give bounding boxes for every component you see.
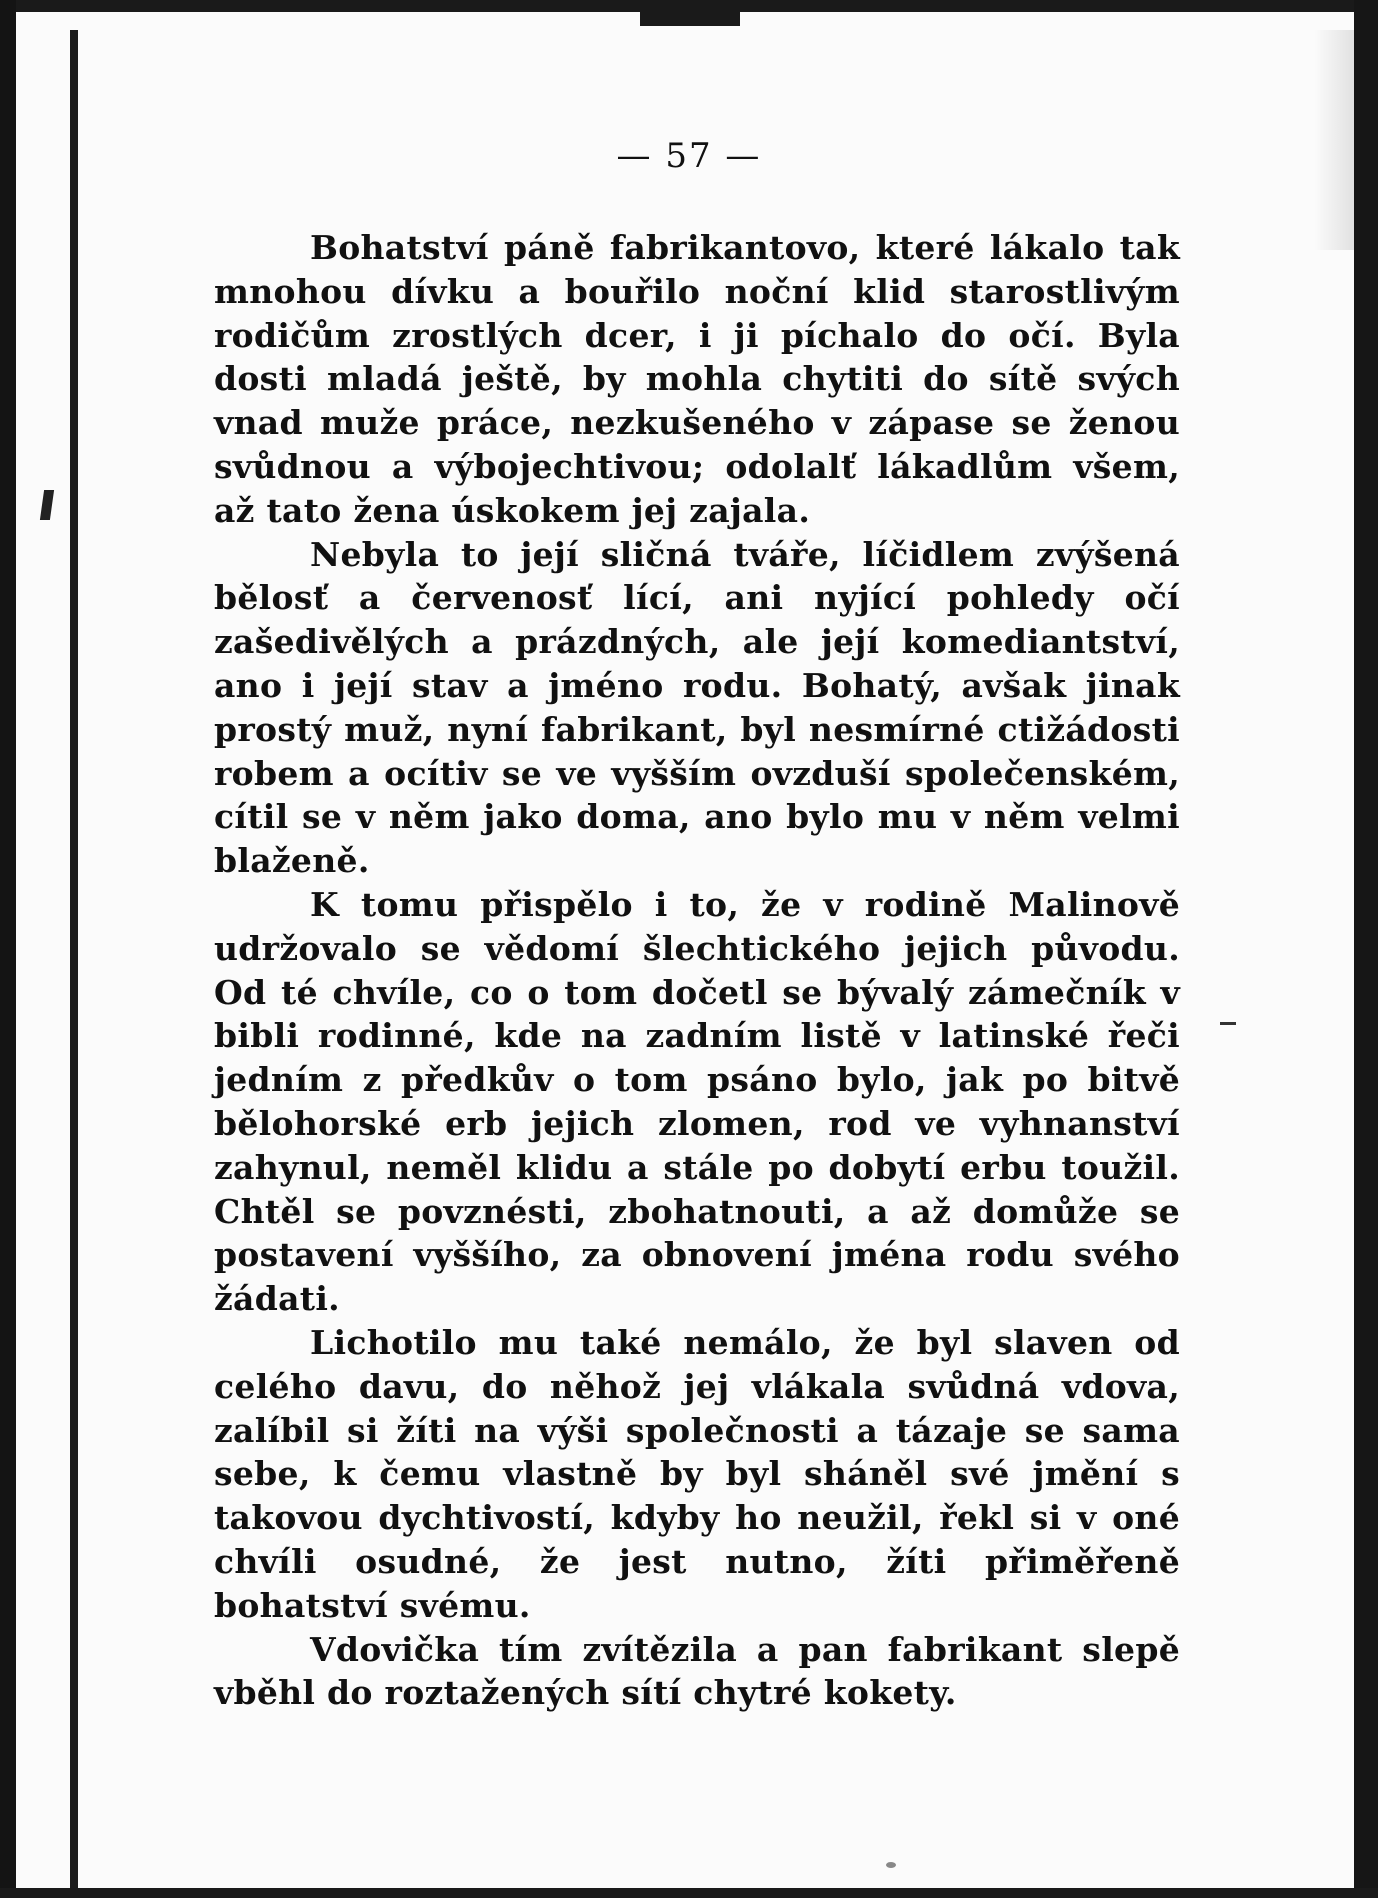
page-top-notch — [640, 0, 740, 26]
margin-dash-mark — [1220, 1022, 1236, 1025]
paragraph-1: Bohatství páně fabrikantovo, které lákalo tak mnohou dívku a bouřilo noční klid starostlivým rodičům zrostlých dcer, i ji píchalo do očí. Byla dosti mladá ještě, by mohla chytiti do sítě svých vnad muže práce, nezkušeného v zápase se ženou svůdnou a výbojechtivou; odolalť lákadlům všem, až tato žena úskokem jej zajala. — [214, 228, 1180, 530]
page-bottom-border — [0, 1888, 1378, 1898]
page-binding-line — [70, 30, 78, 1898]
paragraph-5: Vdovička tím zvítězila a pan fabrikant slepě vběhl do roztažených sítí chytré kokety. — [214, 1629, 1180, 1713]
page-right-border — [1354, 0, 1378, 1898]
paragraph-2: Nebyla to její sličná tváře, líčidlem zvýšená bělosť a červenosť lící, ani nyjící pohledy očí zašedivělých a prázdných, ale její komediantství, ano i její stav a jméno rodu. Bohatý, avšak jinak prostý muž, nyní fabrikant, byl nesmírné ctižádosti robem a ocítiv se ve vyšším ovzduší společenském, cítil se v něm jako doma, ano bylo mu v něm velmi blaženě. — [214, 534, 1180, 881]
margin-ink-mark — [40, 490, 54, 520]
page-number: — 57 — — [616, 136, 762, 176]
ink-speck — [886, 1862, 896, 1868]
paragraph-3: K tomu přispělo i to, že v rodině Malinově udržovalo se vědomí šlechtického jejich původu. Od té chvíle, co o tom dočetl se bývalý zámečník v bibli rodinné, kde na zadním listě v latinské řeči jedním z předkův o tom psáno bylo, jak po bitvě bělohorské erb jejich zlomen, rod ve vyhnanství zahynul, neměl klidu a stále po dobytí erbu toužil. Chtěl se povznésti, zbohatnouti, a až domůže se postavení vyššího, za obnovení jména rodu svého žádati. — [214, 884, 1180, 1319]
page-binding-edge — [0, 0, 16, 1898]
paragraph-4: Lichotilo mu také nemálo, že byl slaven od celého davu, do něhož jej vlákala svůdná vdova, zalíbil si žíti na výši společnosti a tázaje se sama sebe, k čemu vlastně by byl sháněl své jmění s takovou dychtivostí, kdyby ho neužil, řekl si v oné chvíli osudné, že jest nutno, žíti přiměřeně bohatství svému. — [214, 1322, 1180, 1625]
body-text — [214, 226, 1180, 1715]
